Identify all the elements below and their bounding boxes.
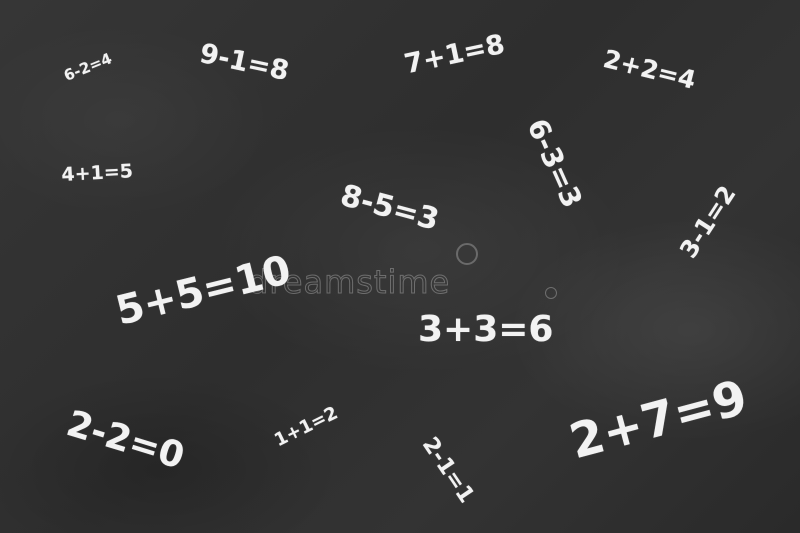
equation-8-5: 8-5=3 xyxy=(336,178,443,238)
equation-2-2: 2-2=0 xyxy=(61,403,189,478)
equation-1+1: 1+1=2 xyxy=(271,402,342,452)
equation-7+1: 7+1=8 xyxy=(401,28,508,81)
equation-9-1: 9-1=8 xyxy=(196,38,292,88)
equation-3-1: 3-1=2 xyxy=(674,180,742,264)
watermark-registered-icon xyxy=(545,287,557,299)
equation-2-1: 2-1=1 xyxy=(416,432,479,508)
equation-5+5: 5+5=10 xyxy=(111,246,296,335)
watermark: dreamstime xyxy=(248,263,451,301)
equation-3+3: 3+3=6 xyxy=(418,309,554,350)
equation-6-2: 6-2=4 xyxy=(61,49,115,85)
equation-2+2: 2+2=4 xyxy=(600,44,699,95)
equation-6-3: 6-3=3 xyxy=(520,113,589,213)
equation-4+1: 4+1=5 xyxy=(60,160,134,186)
equation-2+7: 2+7=9 xyxy=(563,369,753,471)
watermark-ring-icon xyxy=(456,243,478,265)
